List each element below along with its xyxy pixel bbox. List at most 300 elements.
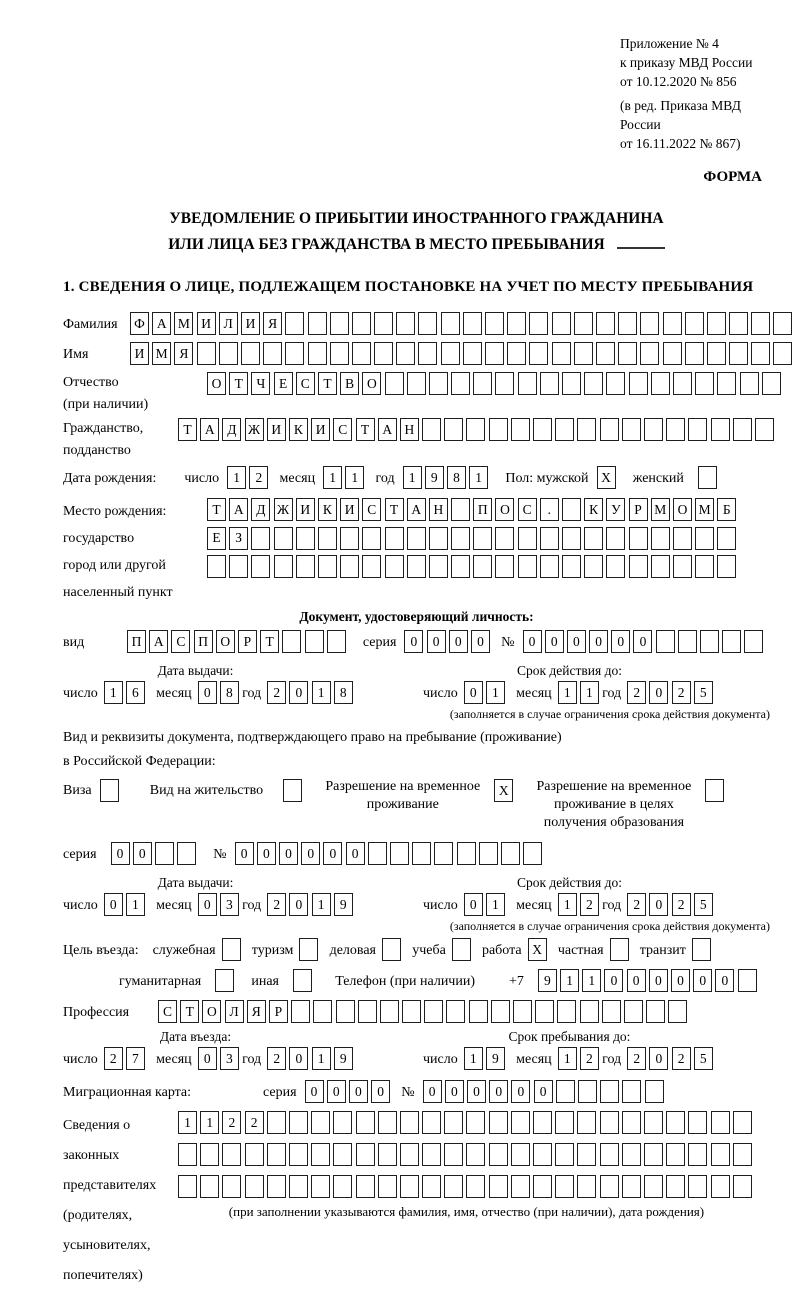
char-cell[interactable] [374, 312, 393, 335]
char-cell[interactable] [479, 842, 498, 865]
char-cell[interactable] [495, 527, 514, 550]
char-cell[interactable]: 0 [671, 969, 690, 992]
char-cell[interactable]: 0 [327, 1080, 346, 1103]
char-cell[interactable] [584, 372, 603, 395]
char-cell[interactable] [263, 342, 282, 365]
char-cell[interactable]: 9 [334, 893, 353, 916]
char-cell[interactable]: Т [229, 372, 248, 395]
char-cell[interactable] [229, 555, 248, 578]
char-cell[interactable]: 0 [467, 1080, 486, 1103]
char-cell[interactable]: . [540, 498, 559, 521]
char-cell[interactable] [485, 312, 504, 335]
char-cell[interactable] [678, 630, 697, 653]
char-cell[interactable] [729, 342, 748, 365]
char-cell[interactable] [466, 418, 485, 441]
char-cell[interactable] [640, 342, 659, 365]
char-cell[interactable] [557, 1000, 576, 1023]
char-cell[interactable] [418, 312, 437, 335]
char-cell[interactable]: И [241, 312, 260, 335]
char-cell[interactable]: Н [400, 418, 419, 441]
char-cell[interactable]: Б [717, 498, 736, 521]
char-cell[interactable]: Ж [274, 498, 293, 521]
char-cell[interactable] [578, 1080, 597, 1103]
char-cell[interactable]: 0 [693, 969, 712, 992]
char-cell[interactable]: 0 [449, 630, 468, 653]
char-cell[interactable]: М [174, 312, 193, 335]
char-cell[interactable]: 0 [279, 842, 298, 865]
char-cell[interactable]: 2 [627, 681, 646, 704]
char-cell[interactable]: Т [356, 418, 375, 441]
char-cell[interactable]: 1 [582, 969, 601, 992]
char-cell[interactable] [717, 527, 736, 550]
char-cell[interactable]: 2 [249, 466, 268, 489]
char-cell[interactable] [651, 555, 670, 578]
char-cell[interactable] [755, 418, 774, 441]
char-cell[interactable]: 7 [126, 1047, 145, 1070]
char-cell[interactable] [245, 1175, 264, 1198]
char-cell[interactable]: 2 [627, 1047, 646, 1070]
char-cell[interactable]: А [200, 418, 219, 441]
char-cell[interactable]: Л [219, 312, 238, 335]
char-cell[interactable] [540, 527, 559, 550]
char-cell[interactable] [358, 1000, 377, 1023]
char-cell[interactable] [333, 1175, 352, 1198]
char-cell[interactable]: 2 [267, 681, 286, 704]
char-cell[interactable] [429, 372, 448, 395]
char-cell[interactable]: Я [263, 312, 282, 335]
char-cell[interactable] [296, 555, 315, 578]
char-cell[interactable] [606, 555, 625, 578]
char-cell[interactable]: И [197, 312, 216, 335]
char-cell[interactable] [577, 1111, 596, 1134]
char-cell[interactable]: 3 [220, 893, 239, 916]
char-cell[interactable]: Т [178, 418, 197, 441]
char-cell[interactable]: 0 [627, 969, 646, 992]
char-cell[interactable] [267, 1175, 286, 1198]
char-cell[interactable] [177, 842, 196, 865]
char-cell[interactable] [197, 342, 216, 365]
char-cell[interactable]: 0 [445, 1080, 464, 1103]
char-cell[interactable] [751, 342, 770, 365]
char-cell[interactable] [407, 555, 426, 578]
char-cell[interactable]: 2 [267, 1047, 286, 1070]
char-cell[interactable] [533, 1175, 552, 1198]
char-cell[interactable]: 0 [604, 969, 623, 992]
char-cell[interactable] [489, 1175, 508, 1198]
char-cell[interactable] [378, 1111, 397, 1134]
char-cell[interactable] [241, 342, 260, 365]
char-cell[interactable] [535, 1000, 554, 1023]
char-cell[interactable] [446, 1000, 465, 1023]
char-cell[interactable]: 0 [471, 630, 490, 653]
char-cell[interactable]: 0 [289, 681, 308, 704]
char-cell[interactable]: Т [260, 630, 279, 653]
char-cell[interactable] [463, 312, 482, 335]
char-cell[interactable] [711, 1175, 730, 1198]
char-cell[interactable] [311, 1175, 330, 1198]
char-cell[interactable] [318, 555, 337, 578]
char-cell[interactable] [666, 418, 685, 441]
char-cell[interactable] [378, 1175, 397, 1198]
char-cell[interactable]: Я [174, 342, 193, 365]
char-cell[interactable] [356, 1111, 375, 1134]
char-cell[interactable] [473, 555, 492, 578]
char-cell[interactable]: О [202, 1000, 221, 1023]
char-cell[interactable] [555, 1175, 574, 1198]
char-cell[interactable]: 1 [312, 1047, 331, 1070]
char-cell[interactable]: 8 [220, 681, 239, 704]
char-cell[interactable] [296, 527, 315, 550]
char-cell[interactable]: 2 [672, 681, 691, 704]
char-cell[interactable]: 0 [198, 1047, 217, 1070]
char-cell[interactable]: И [311, 418, 330, 441]
char-cell[interactable] [340, 527, 359, 550]
char-cell[interactable] [318, 527, 337, 550]
char-cell[interactable] [529, 342, 548, 365]
char-cell[interactable] [444, 418, 463, 441]
char-cell[interactable] [722, 630, 741, 653]
char-cell[interactable]: 0 [111, 842, 130, 865]
char-cell[interactable] [700, 630, 719, 653]
char-cell[interactable] [692, 938, 711, 961]
char-cell[interactable]: А [229, 498, 248, 521]
char-cell[interactable] [289, 1175, 308, 1198]
char-cell[interactable] [555, 418, 574, 441]
char-cell[interactable]: К [584, 498, 603, 521]
char-cell[interactable]: 1 [312, 893, 331, 916]
char-cell[interactable]: 0 [289, 893, 308, 916]
char-cell[interactable]: 0 [649, 1047, 668, 1070]
char-cell[interactable] [382, 938, 401, 961]
char-cell[interactable] [308, 312, 327, 335]
char-cell[interactable] [495, 555, 514, 578]
char-cell[interactable]: Н [429, 498, 448, 521]
char-cell[interactable] [740, 372, 759, 395]
char-cell[interactable] [457, 842, 476, 865]
char-cell[interactable] [580, 1000, 599, 1023]
char-cell[interactable] [596, 312, 615, 335]
char-cell[interactable] [407, 372, 426, 395]
char-cell[interactable] [451, 498, 470, 521]
char-cell[interactable] [656, 630, 675, 653]
char-cell[interactable]: 0 [301, 842, 320, 865]
char-cell[interactable] [385, 555, 404, 578]
char-cell[interactable] [362, 555, 381, 578]
char-cell[interactable]: О [216, 630, 235, 653]
char-cell[interactable] [178, 1175, 197, 1198]
char-cell[interactable] [540, 555, 559, 578]
char-cell[interactable]: М [152, 342, 171, 365]
char-cell[interactable] [283, 779, 302, 802]
char-cell[interactable] [695, 527, 714, 550]
char-cell[interactable] [330, 342, 349, 365]
char-cell[interactable] [610, 938, 629, 961]
char-cell[interactable] [340, 555, 359, 578]
char-cell[interactable] [622, 1080, 641, 1103]
char-cell[interactable] [352, 342, 371, 365]
char-cell[interactable] [529, 312, 548, 335]
char-cell[interactable] [644, 418, 663, 441]
char-cell[interactable] [495, 372, 514, 395]
char-cell[interactable]: 0 [104, 893, 123, 916]
char-cell[interactable]: П [473, 498, 492, 521]
char-cell[interactable] [352, 312, 371, 335]
char-cell[interactable] [584, 527, 603, 550]
char-cell[interactable]: Л [225, 1000, 244, 1023]
char-cell[interactable]: 1 [200, 1111, 219, 1134]
char-cell[interactable]: П [194, 630, 213, 653]
char-cell[interactable] [463, 342, 482, 365]
char-cell[interactable] [640, 312, 659, 335]
char-cell[interactable] [717, 555, 736, 578]
char-cell[interactable] [711, 418, 730, 441]
char-cell[interactable]: 1 [345, 466, 364, 489]
char-cell[interactable]: 1 [323, 466, 342, 489]
char-cell[interactable] [274, 527, 293, 550]
char-cell[interactable]: 0 [198, 893, 217, 916]
char-cell[interactable]: 0 [349, 1080, 368, 1103]
char-cell[interactable]: Ч [251, 372, 270, 395]
char-cell[interactable]: 0 [715, 969, 734, 992]
char-cell[interactable] [441, 342, 460, 365]
char-cell[interactable] [533, 1111, 552, 1134]
char-cell[interactable] [305, 630, 324, 653]
char-cell[interactable] [311, 1111, 330, 1134]
char-cell[interactable]: 2 [672, 1047, 691, 1070]
char-cell[interactable] [695, 372, 714, 395]
char-cell[interactable]: 0 [567, 630, 586, 653]
char-cell[interactable]: 1 [104, 681, 123, 704]
char-cell[interactable] [368, 842, 387, 865]
char-cell[interactable]: И [340, 498, 359, 521]
char-cell[interactable] [251, 527, 270, 550]
char-cell[interactable]: 0 [423, 1080, 442, 1103]
char-cell[interactable]: А [152, 312, 171, 335]
char-cell[interactable] [511, 1111, 530, 1134]
char-cell[interactable]: С [518, 498, 537, 521]
char-cell[interactable]: А [378, 418, 397, 441]
char-cell[interactable] [555, 1111, 574, 1134]
char-cell[interactable] [327, 630, 346, 653]
char-cell[interactable]: И [267, 418, 286, 441]
char-cell[interactable]: 0 [346, 842, 365, 865]
char-cell[interactable]: 1 [558, 681, 577, 704]
char-cell[interactable] [385, 372, 404, 395]
char-cell[interactable]: 0 [289, 1047, 308, 1070]
char-cell[interactable] [422, 1111, 441, 1134]
char-cell[interactable]: 0 [323, 842, 342, 865]
char-cell[interactable] [666, 1175, 685, 1198]
char-cell[interactable] [518, 372, 537, 395]
char-cell[interactable]: Р [238, 630, 257, 653]
char-cell[interactable]: 2 [245, 1111, 264, 1134]
char-cell[interactable] [222, 1175, 241, 1198]
char-cell[interactable]: Я [247, 1000, 266, 1023]
char-cell[interactable]: 1 [486, 681, 505, 704]
char-cell[interactable] [540, 372, 559, 395]
char-cell[interactable] [489, 1111, 508, 1134]
char-cell[interactable]: Т [385, 498, 404, 521]
char-cell[interactable] [707, 342, 726, 365]
char-cell[interactable]: З [229, 527, 248, 550]
char-cell[interactable] [400, 1111, 419, 1134]
char-cell[interactable] [577, 418, 596, 441]
char-cell[interactable]: 1 [469, 466, 488, 489]
char-cell[interactable]: К [318, 498, 337, 521]
char-cell[interactable] [602, 1000, 621, 1023]
char-cell[interactable]: 8 [447, 466, 466, 489]
char-cell[interactable] [356, 1175, 375, 1198]
char-cell[interactable] [451, 555, 470, 578]
char-cell[interactable] [600, 1111, 619, 1134]
char-cell[interactable]: О [495, 498, 514, 521]
char-cell[interactable]: 8 [334, 681, 353, 704]
char-cell[interactable]: 2 [267, 893, 286, 916]
char-cell[interactable] [466, 1111, 485, 1134]
char-cell[interactable]: 0 [633, 630, 652, 653]
char-cell[interactable]: А [149, 630, 168, 653]
char-cell[interactable]: 6 [126, 681, 145, 704]
char-cell[interactable] [645, 1080, 664, 1103]
char-cell[interactable] [600, 418, 619, 441]
char-cell[interactable]: 0 [464, 893, 483, 916]
char-cell[interactable] [390, 842, 409, 865]
char-cell[interactable]: П [127, 630, 146, 653]
char-cell[interactable]: 2 [104, 1047, 123, 1070]
char-cell[interactable] [600, 1080, 619, 1103]
char-cell[interactable] [441, 312, 460, 335]
char-cell[interactable] [644, 1175, 663, 1198]
char-cell[interactable]: 0 [404, 630, 423, 653]
char-cell[interactable] [685, 312, 704, 335]
char-cell[interactable] [207, 555, 226, 578]
char-cell[interactable] [574, 342, 593, 365]
char-cell[interactable]: 1 [464, 1047, 483, 1070]
char-cell[interactable]: 0 [305, 1080, 324, 1103]
char-cell[interactable] [596, 342, 615, 365]
char-cell[interactable]: С [158, 1000, 177, 1023]
char-cell[interactable] [473, 372, 492, 395]
char-cell[interactable]: 0 [545, 630, 564, 653]
char-cell[interactable] [685, 342, 704, 365]
char-cell[interactable]: У [606, 498, 625, 521]
char-cell[interactable] [336, 1000, 355, 1023]
char-cell[interactable] [562, 555, 581, 578]
char-cell[interactable] [584, 555, 603, 578]
char-cell[interactable] [673, 372, 692, 395]
char-cell[interactable] [451, 527, 470, 550]
char-cell[interactable]: 1 [558, 893, 577, 916]
char-cell[interactable] [552, 342, 571, 365]
char-cell[interactable]: В [340, 372, 359, 395]
char-cell[interactable] [219, 342, 238, 365]
char-cell[interactable] [396, 342, 415, 365]
char-cell[interactable] [606, 527, 625, 550]
char-cell[interactable]: 0 [133, 842, 152, 865]
char-cell[interactable]: 2 [580, 1047, 599, 1070]
char-cell[interactable]: 1 [126, 893, 145, 916]
char-cell[interactable] [729, 312, 748, 335]
char-cell[interactable] [695, 555, 714, 578]
char-cell[interactable]: 0 [427, 630, 446, 653]
char-cell[interactable] [444, 1111, 463, 1134]
char-cell[interactable] [444, 1175, 463, 1198]
char-cell[interactable] [289, 1111, 308, 1134]
char-cell[interactable] [473, 527, 492, 550]
char-cell[interactable]: 1 [312, 681, 331, 704]
char-cell[interactable] [668, 1000, 687, 1023]
char-cell[interactable] [577, 1175, 596, 1198]
char-cell[interactable] [733, 1111, 752, 1134]
char-cell[interactable] [466, 1175, 485, 1198]
char-cell[interactable] [422, 1175, 441, 1198]
char-cell[interactable] [711, 1111, 730, 1134]
char-cell[interactable] [299, 938, 318, 961]
char-cell[interactable] [407, 527, 426, 550]
char-cell[interactable] [622, 1111, 641, 1134]
char-cell[interactable] [501, 842, 520, 865]
char-cell[interactable]: И [296, 498, 315, 521]
char-cell[interactable]: 0 [235, 842, 254, 865]
char-cell[interactable] [646, 1000, 665, 1023]
char-cell[interactable] [707, 312, 726, 335]
char-cell[interactable] [733, 1175, 752, 1198]
char-cell[interactable] [412, 842, 431, 865]
char-cell[interactable] [380, 1000, 399, 1023]
char-cell[interactable]: Е [207, 527, 226, 550]
char-cell[interactable]: 1 [560, 969, 579, 992]
char-cell[interactable]: 2 [222, 1111, 241, 1134]
char-cell[interactable] [513, 1000, 532, 1023]
char-cell[interactable] [673, 555, 692, 578]
char-cell[interactable] [673, 527, 692, 550]
char-cell[interactable]: 0 [489, 1080, 508, 1103]
char-cell[interactable] [469, 1000, 488, 1023]
char-cell[interactable]: С [296, 372, 315, 395]
char-cell[interactable]: 0 [464, 681, 483, 704]
char-cell[interactable] [663, 312, 682, 335]
char-cell[interactable]: 1 [558, 1047, 577, 1070]
char-cell[interactable] [744, 630, 763, 653]
char-cell[interactable]: Д [251, 498, 270, 521]
char-cell[interactable]: 0 [523, 630, 542, 653]
char-cell[interactable] [155, 842, 174, 865]
char-cell[interactable] [424, 1000, 443, 1023]
char-cell[interactable] [562, 498, 581, 521]
char-cell[interactable] [618, 312, 637, 335]
char-cell[interactable] [688, 418, 707, 441]
char-cell[interactable]: 9 [334, 1047, 353, 1070]
char-cell[interactable]: X [597, 466, 616, 489]
char-cell[interactable] [429, 555, 448, 578]
char-cell[interactable] [663, 342, 682, 365]
char-cell[interactable]: С [171, 630, 190, 653]
char-cell[interactable]: 5 [694, 893, 713, 916]
char-cell[interactable]: 0 [649, 969, 668, 992]
char-cell[interactable]: 2 [580, 893, 599, 916]
char-cell[interactable]: 0 [257, 842, 276, 865]
char-cell[interactable]: К [289, 418, 308, 441]
char-cell[interactable]: 1 [580, 681, 599, 704]
char-cell[interactable] [773, 312, 792, 335]
char-cell[interactable]: И [130, 342, 149, 365]
char-cell[interactable]: С [333, 418, 352, 441]
char-cell[interactable]: О [673, 498, 692, 521]
char-cell[interactable]: 2 [672, 893, 691, 916]
char-cell[interactable] [489, 418, 508, 441]
char-cell[interactable] [629, 372, 648, 395]
char-cell[interactable] [451, 372, 470, 395]
